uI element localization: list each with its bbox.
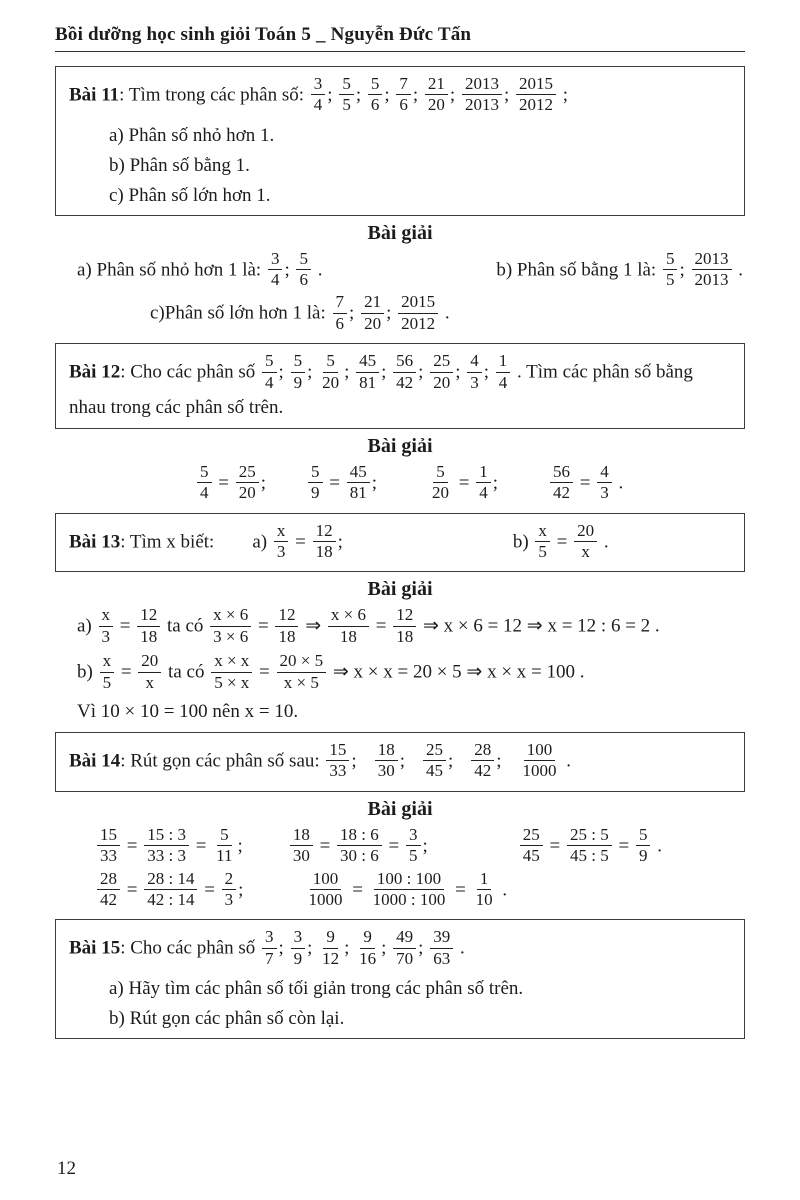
problem-label: Bài 15 [69,937,121,959]
fraction: $\frac{x \times x}{5 \times x}$ [211,652,252,692]
fraction: $\frac{5}{20}$ [322,351,340,392]
solution-11-heading: Bài giải [367,221,433,244]
text-run: ; [260,472,266,494]
text-run: = [199,878,220,900]
text-run: a) Phân số nhỏ hơn 1 là: [77,259,266,281]
fraction: $\frac{12}{18}$ [275,606,298,646]
text-run: ; [679,259,690,281]
problem-12-statement [69,350,731,420]
page-header [55,24,745,52]
solution-11-part-a [77,248,322,292]
fraction: $\frac{56}{42}$ [550,463,573,503]
text-run: . [599,531,609,553]
text-run: = [383,835,404,857]
fraction: $\frac{9}{16}$ [359,927,377,968]
fraction: $\frac{25}{20}$ [236,463,259,503]
text-run: ; [418,361,429,383]
text-run: = [544,835,565,857]
text-run: = [122,835,143,857]
fraction: $\frac{3}{7}$ [262,928,277,968]
problem-11-item-b: b) Phân số bằng 1. [109,154,250,176]
text-run: = [324,472,345,494]
text-run: . [613,472,624,494]
text-run: ta có [162,615,209,637]
text-run: . Tìm các phân số bằng nhau trong các phân số trên. [69,361,693,418]
fraction: $\frac{1}{10}$ [475,868,493,909]
fraction: $\frac{4}{3}$ [597,463,612,503]
fraction: $\frac{20}{x}$ [138,652,161,692]
text-run: ; [237,835,243,857]
fraction: $\frac{28}{42}$ [471,741,494,781]
fraction: $\frac{15}{33}$ [97,826,120,866]
text-run: ; [496,750,502,772]
solution-12 [55,435,745,505]
fraction: $\frac{15}{33}$ [326,741,349,781]
fraction: $\frac{45}{81}$ [347,463,370,503]
fraction: $\frac{28}{42}$ [97,870,120,910]
problem-15-statement [69,926,731,970]
problem-box-bai-13 [55,513,745,573]
text-run: ; [337,531,343,553]
text-run: b) Phân số bằng 1 là: [496,259,661,281]
text-run: ; [381,937,392,959]
solution-11-part-c [150,291,745,335]
fraction: $\frac{18}{30}$ [375,741,398,781]
text-run: ; [307,937,318,959]
text-run: ; [503,84,514,106]
text-run: b) [77,661,98,683]
text-run: ; [492,472,498,494]
fraction: $\frac{2015}{2012}$ [516,75,556,115]
text-run: : Cho các phân số [120,361,261,383]
solution-14-row-2 [95,868,745,912]
text-run: ; [384,84,395,106]
fraction: $\frac{7}{6}$ [333,293,348,333]
fraction: $\frac{100}{1000}$ [522,740,557,781]
text-run: = [551,531,573,553]
text-run: . [652,835,662,857]
fraction: $\frac{25}{45}$ [423,741,446,781]
fraction: $\frac{2}{3}$ [222,870,237,910]
fraction: $\frac{12}{18}$ [393,606,416,646]
fraction: $\frac{20}{x}$ [574,522,597,562]
problem-15-item-b: b) Rút gọn các phân số còn lại. [109,1007,345,1029]
fraction: $\frac{3}{5}$ [406,826,421,866]
solution-13-conclusion [77,698,745,724]
problem-11-statement [69,73,731,117]
fraction: $\frac{5}{9}$ [308,463,323,503]
fraction: $\frac{3}{9}$ [291,928,306,968]
text-run: ; [447,750,454,772]
problem-box-bai-12 [55,343,745,429]
problem-label: Bài 14 [69,750,121,772]
fraction: $\frac{1}{4}$ [476,463,491,503]
solution-13 [55,578,745,724]
problem-label: Bài 13 [69,531,121,553]
fraction: $\frac{9}{12}$ [322,927,340,968]
fraction: $\frac{x \times 6}{18}$ [328,606,369,646]
text-run: ; [483,361,494,383]
text-run: = [290,531,311,553]
fraction: $\frac{2013}{2013}$ [692,250,732,290]
fraction: $\frac{100}{1000}$ [308,868,343,909]
fraction: $\frac{1}{4}$ [496,352,511,392]
problem-14-statement [69,739,731,783]
text-run: ; [422,835,428,857]
text-run: = [253,615,274,637]
fraction: $\frac{12}{18}$ [137,606,160,646]
text-run: Vì 10 × 10 = 100 nên x = 10. [77,701,299,723]
text-run: ; [386,302,397,324]
text-run: = [122,878,143,900]
text-run: . [561,750,572,772]
fraction: $\frac{x}{5}$ [535,522,550,562]
page-number: 12 [57,1158,76,1179]
fraction: $\frac{5}{6}$ [296,250,311,290]
text-run: = [115,615,136,637]
fraction: $\frac{7}{6}$ [396,75,411,115]
text-run: = [314,835,336,857]
text-run: c)Phân số lớn hơn 1 là: [150,302,331,324]
fraction: $\frac{x}{3}$ [274,522,289,562]
fraction: $\frac{21}{20}$ [425,75,448,115]
text-run: ; [418,937,429,959]
fraction: $\frac{x}{5}$ [100,652,115,692]
text-run: ; [399,750,405,772]
text-run: . [733,259,743,281]
text-run: ; [327,84,338,106]
fraction: $\frac{5}{20}$ [432,462,449,503]
fraction: $\frac{18 : 6}{30 : 6}$ [337,826,382,866]
solution-13-line-a [77,604,745,648]
problem-11-item-c: c) Phân số lớn hơn 1. [109,184,271,206]
fraction: $\frac{x}{3}$ [99,606,114,646]
fraction: $\frac{5}{4}$ [197,463,212,503]
fraction: $\frac{2013}{2013}$ [462,75,502,115]
fraction: $\frac{5}{11}$ [216,824,233,866]
solution-13-line-b [77,650,745,694]
text-run: ; [344,361,355,383]
text-run: ⇒ [300,615,326,637]
fraction: $\frac{5}{5}$ [663,250,678,290]
text-run: ; [307,361,318,383]
text-run: ; [381,361,392,383]
text-run: = [347,878,368,900]
text-run: = [450,878,471,900]
text-run: = [254,661,275,683]
fraction: $\frac{45}{81}$ [356,352,379,392]
solution-14 [55,798,745,911]
text-run: ; [284,259,295,281]
fraction: $\frac{100 : 100}{1000 : 100}$ [372,868,446,909]
fraction: $\frac{5}{6}$ [368,75,383,115]
solution-11-row-ab [55,248,745,292]
fraction: $\frac{21}{20}$ [361,293,384,333]
text-run: ; [278,361,289,383]
solution-14-row-1 [95,824,745,868]
solution-13-heading: Bài giải [367,578,433,601]
solution-11-part-b [496,248,743,292]
text-run: ; [238,878,244,900]
fraction: $\frac{2015}{2012}$ [398,293,438,333]
problem-box-bai-14 [55,732,745,792]
problem-13-statement [69,520,731,564]
text-run: . [440,302,450,324]
text-run: ⇒ x × 6 = 12 ⇒ x = 12 : 6 = 2 . [418,615,660,637]
text-run: ; [455,361,466,383]
fraction: $\frac{20 \times 5}{x \times 5}$ [277,652,327,692]
text-run: ; [355,84,366,106]
text-run: : Cho các phân số [120,937,261,959]
text-run: ; [344,937,355,959]
text-run: : Rút gọn các phân số sau: [120,750,325,772]
solution-14-heading: Bài giải [367,797,433,820]
text-run: : Tìm x biết: [120,531,215,553]
problem-label: Bài 11 [69,84,120,106]
text-run: b) [512,531,534,553]
text-run: ; [557,84,568,106]
fraction: $\frac{56}{42}$ [393,352,416,392]
text-run: ; [371,472,377,494]
fraction: $\frac{39}{63}$ [430,928,453,968]
text-run: a) [252,531,272,553]
text-run: ; [351,750,357,772]
book-title: Bồi dưỡng học sinh giỏi Toán 5 _ Nguyễn Đức Tấn [55,24,472,45]
text-run: ; [412,84,423,106]
problem-15-item-a: a) Hãy tìm các phân số tối giản trong các phân số trên. [109,977,524,999]
fraction: $\frac{5}{9}$ [291,352,306,392]
text-run: ; [349,302,360,324]
text-run: = [613,835,634,857]
fraction: $\frac{25}{20}$ [430,352,453,392]
text-run: . [497,878,508,900]
text-run: ta có [163,661,210,683]
fraction: $\frac{3}{4}$ [311,75,326,115]
fraction: $\frac{18}{30}$ [290,826,313,866]
problem-label: Bài 12 [69,361,121,383]
text-run: : Tìm trong các phân số: [119,84,309,106]
fraction: $\frac{4}{3}$ [467,352,482,392]
fraction: $\frac{5}{5}$ [339,75,354,115]
problem-11-item-a: a) Phân số nhỏ hơn 1. [109,124,275,146]
problem-box-bai-11 [55,66,745,216]
text-run: = [213,472,234,494]
fraction: $\frac{25 : 5}{45 : 5}$ [567,826,612,866]
fraction: $\frac{25}{45}$ [520,826,543,866]
fraction: $\frac{12}{18}$ [313,522,336,562]
text-run: = [190,835,212,857]
fraction: $\frac{5}{4}$ [262,352,277,392]
fraction: $\frac{49}{70}$ [393,928,416,968]
fraction: $\frac{28 : 14}{42 : 14}$ [144,870,197,910]
text-run: ; [449,84,460,106]
fraction: $\frac{15 : 3}{33 : 3}$ [144,826,189,866]
fraction: $\frac{5}{9}$ [636,826,651,866]
problem-box-bai-15 [55,919,745,1039]
text-run: ⇒ x × x = 20 × 5 ⇒ x × x = 100 . [328,661,585,683]
text-run: a) [77,615,97,637]
solution-12-equalities [195,461,745,505]
text-run: = [454,472,475,494]
fraction: $\frac{x \times 6}{3 \times 6}$ [210,606,251,646]
text-run: = [575,472,596,494]
fraction: $\frac{3}{4}$ [268,250,283,290]
solution-12-heading: Bài giải [367,435,433,458]
text-run: ; [278,937,289,959]
text-run: . [312,259,323,281]
solution-11 [55,222,745,335]
text-run: = [116,661,137,683]
text-run: . [455,937,465,959]
text-run: = [370,615,392,637]
